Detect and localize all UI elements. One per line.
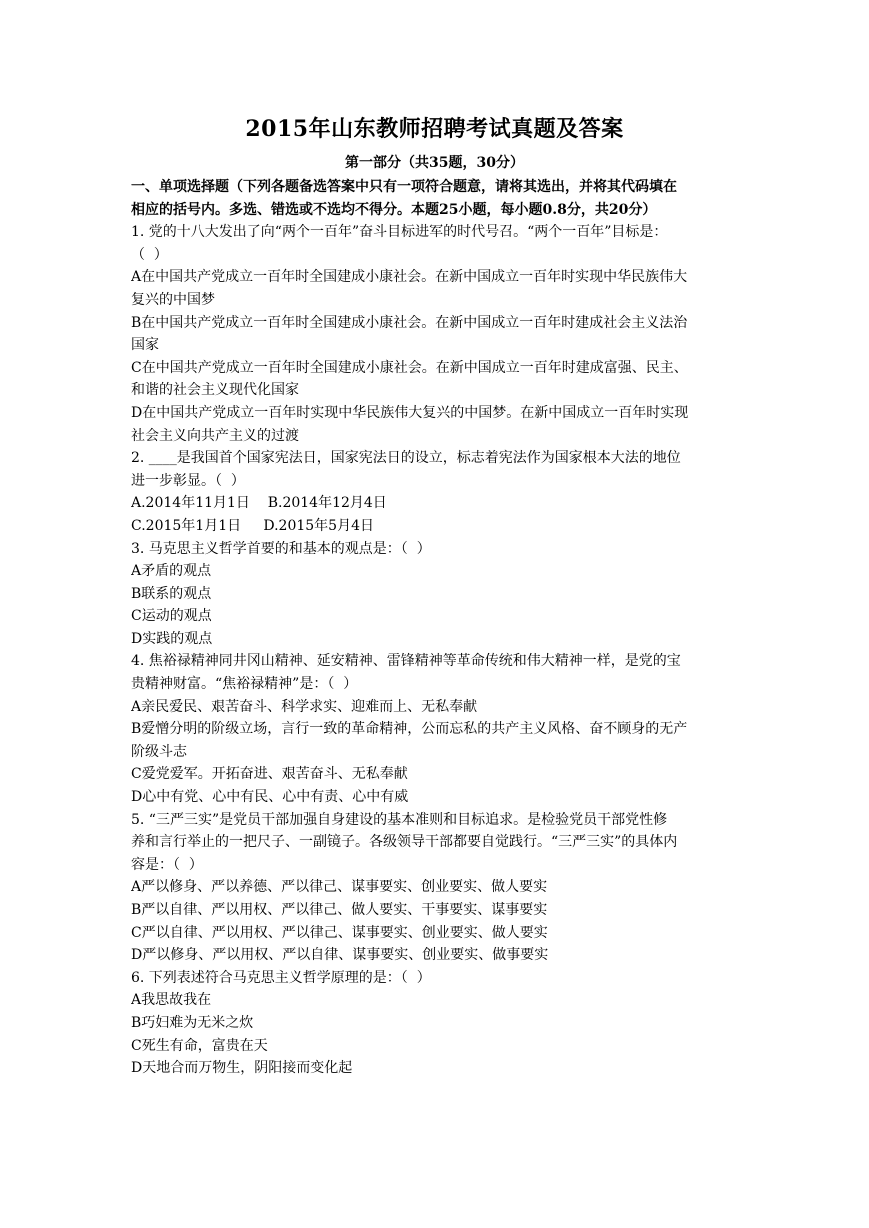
question-1-option-a: 复兴的中国梦: [131, 291, 215, 308]
question-1-option-d: D在中国共产党成立一百年时实现中华民族伟大复兴的中国梦。在新中国成立一百年时实现: [131, 404, 689, 421]
question-1-stem: 1. 党的十八大发出了向“两个一百年”奋斗目标进军的时代号召。“两个一百年”目标是：: [131, 224, 668, 241]
question-6-option-b: B巧妇难为无米之炊: [131, 1014, 254, 1031]
question-5-option-a: A严以修身、严以养德、严以律己、谋事要实、创业要实、做人要实: [131, 879, 548, 896]
question-6-option-d: D天地合而万物生，阴阳接而变化起: [131, 1060, 353, 1077]
section-heading-line: 相应的括号内。多选、错选或不选均不得分。本题25小题，每小题0.8分，共20分）: [131, 201, 657, 218]
question-5-option-c: C严以自律、严以用权、严以律己、谋事要实、创业要实、做人要实: [131, 924, 548, 941]
question-1-option-b: 国家: [131, 337, 159, 354]
question-1-stem: （ ）: [131, 246, 168, 263]
question-1-option-d: 社会主义向共产主义的过渡: [131, 427, 299, 444]
question-2-options-ab: A.2014年11月1日 B.2014年12月4日: [131, 495, 387, 512]
question-4-option-c: C爱党爱军。开拓奋进、艰苦奋斗、无私奉献: [131, 766, 408, 783]
question-1-option-c: 和谐的社会主义现代化国家: [131, 382, 299, 399]
question-4-option-b: B爱憎分明的阶级立场，言行一致的革命精神，公而忘私的共产主义风格、奋不顾身的无产: [131, 721, 688, 738]
question-1-option-b: B在中国共产党成立一百年时全国建成小康社会。在新中国成立一百年时建成社会主义法治: [131, 314, 688, 331]
question-4-stem: 4. 焦裕禄精神同井冈山精神、延安精神、雷锋精神等革命传统和伟大精神一样，是党的宝: [131, 653, 681, 670]
question-2-stem: 2. ____是我国首个国家宪法日，国家宪法日的设立，标志着宪法作为国家根本大法的地位: [131, 450, 681, 467]
question-4-option-d: D心中有党、心中有民、心中有责、心中有威: [131, 789, 409, 806]
section-heading-line: 一、单项选择题（下列各题备选答案中只有一项符合题意，请将其选出，并将其代码填在: [131, 179, 677, 195]
question-6-option-a: A我思故我在: [131, 992, 212, 1009]
document-title: 2015年山东教师招聘考试真题及答案: [245, 116, 624, 142]
question-5-option-b: B严以自律、严以用权、严以律己、做人要实、干事要实、谋事要实: [131, 902, 548, 918]
question-3-option-d: D实践的观点: [131, 630, 213, 647]
question-5-stem: 5. “三严三实”是党员干部加强自身建设的基本准则和目标追求。是检验党员干部党性修: [131, 811, 668, 828]
question-3-option-c: C运动的观点: [131, 608, 212, 625]
question-2-options-cd: C.2015年1月1日 D.2015年5月4日: [131, 517, 374, 534]
question-1-option-c: C在中国共产党成立一百年时全国建成小康社会。在新中国成立一百年时建成富强、民主、: [131, 359, 688, 376]
question-1-option-a: A在中国共产党成立一百年时全国建成小康社会。在新中国成立一百年时实现中华民族伟大: [131, 269, 688, 286]
question-4-option-a: A亲民爱民、艰苦奋斗、科学求实、迎难而上、无私奉献: [131, 698, 478, 715]
part-heading: 第一部分（共35题，30分）: [345, 155, 524, 171]
question-3-option-a: A矛盾的观点: [131, 563, 212, 580]
question-5-stem: 养和言行举止的一把尺子、一副镜子。各级领导干部都要自觉践行。“三严三实”的具体内: [131, 834, 678, 851]
question-5-stem: 容是：（ ）: [131, 856, 203, 873]
question-2-stem: 进一步彰显。（ ）: [131, 472, 245, 489]
document-body: [131, 176, 743, 1080]
question-4-option-b: 阶级斗志: [131, 743, 187, 760]
question-4-stem: 贵精神财富。“焦裕禄精神”是：（ ）: [131, 676, 358, 693]
question-6-option-c: C死生有命，富贵在天: [131, 1037, 268, 1054]
question-3-stem: 3. 马克思主义哲学首要的和基本的观点是：（ ）: [131, 540, 431, 557]
question-5-option-d: D严以修身、严以用权、严以自律、谋事要实、创业要实、做事要实: [131, 947, 549, 964]
question-6-stem: 6. 下列表述符合马克思主义哲学原理的是：（ ）: [131, 969, 431, 986]
question-3-option-b: B联系的观点: [131, 585, 212, 602]
